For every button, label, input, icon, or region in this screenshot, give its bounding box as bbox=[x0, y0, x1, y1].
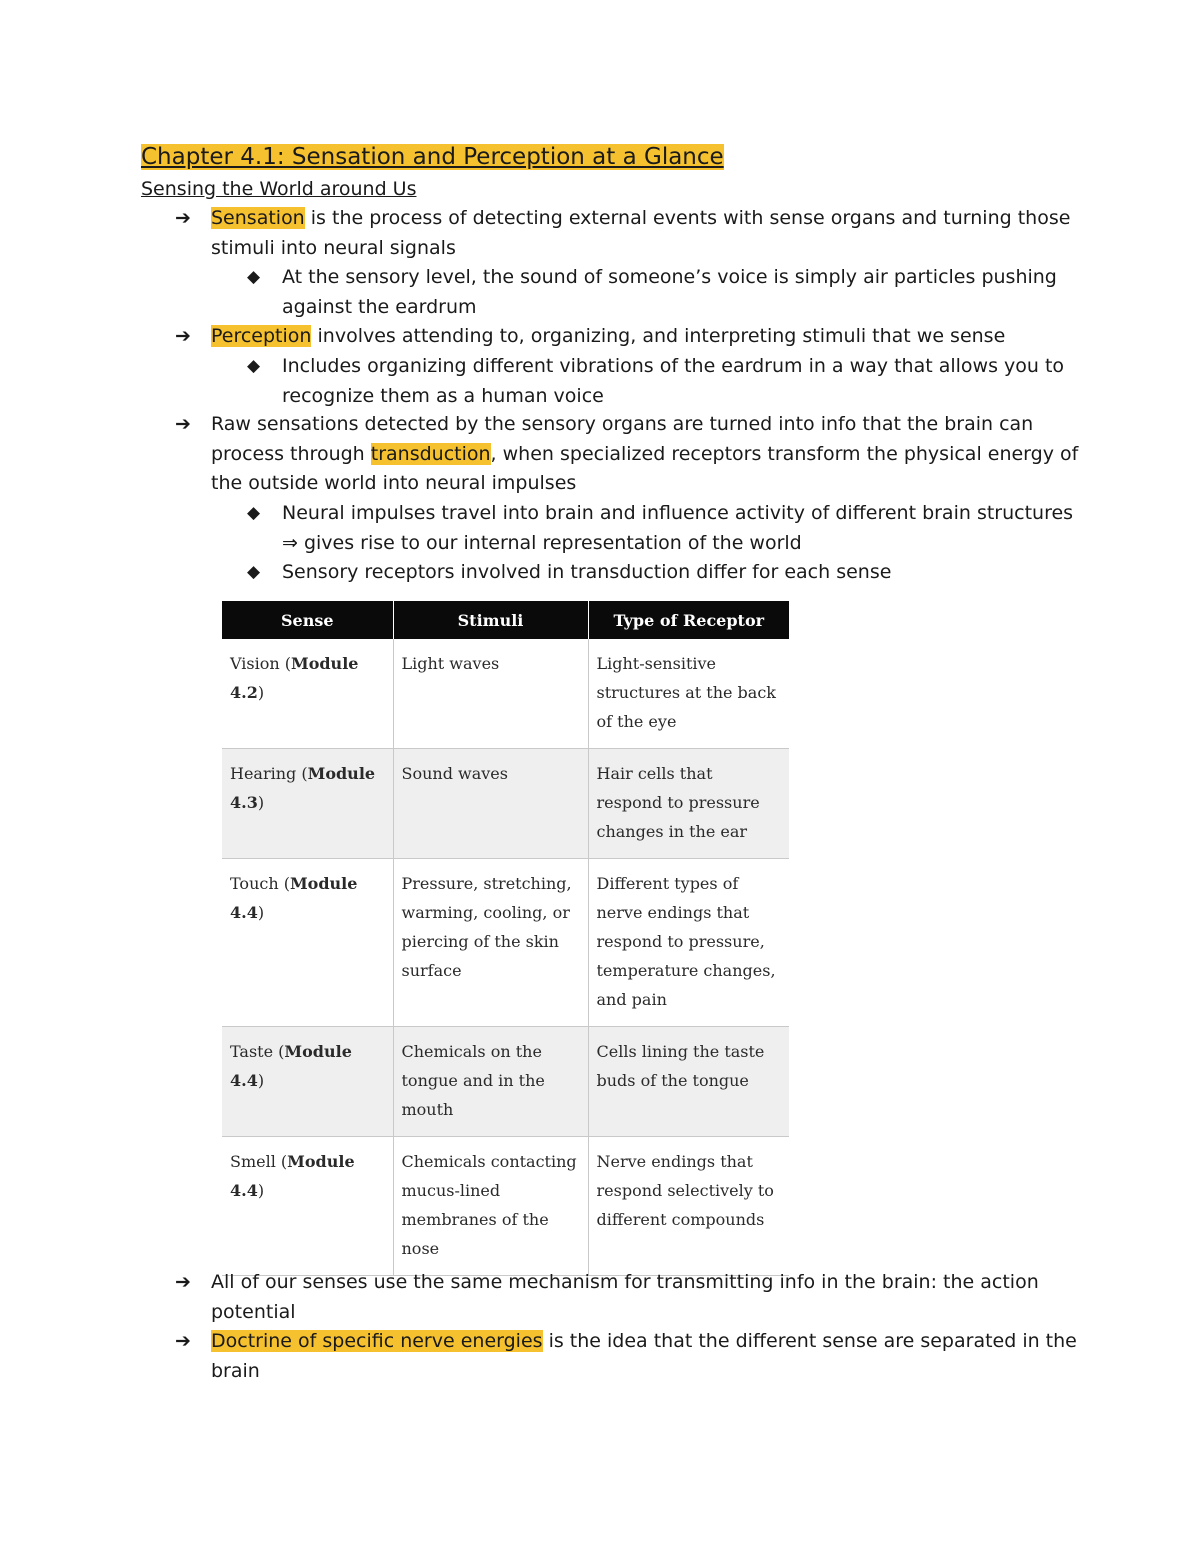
diamond-icon: ◆ bbox=[247, 562, 261, 582]
bullet-action-potential: All of our senses use the same mechanism for transmitting info in the brain: the action potential bbox=[211, 1271, 1039, 1323]
bullet-doctrine: Doctrine of specific nerve energies is the idea that the different sense are separated in the brain bbox=[211, 1330, 1077, 1382]
diamond-icon: ◆ bbox=[247, 267, 261, 287]
table-row bbox=[222, 749, 789, 859]
arrow-right-icon: ➔ bbox=[175, 325, 191, 347]
table-header-row bbox=[222, 601, 789, 639]
chapter-title: Chapter 4.1: Sensation and Perception at a Glance bbox=[141, 144, 724, 170]
sense-cell: Touch (Module 4.4) bbox=[222, 859, 393, 1027]
arrow-right-icon: ➔ bbox=[175, 1330, 191, 1352]
sense-cell: Hearing (Module 4.3) bbox=[222, 749, 393, 859]
table-row bbox=[222, 639, 789, 749]
sense-cell: Taste (Module 4.4) bbox=[222, 1027, 393, 1137]
stimuli-cell: Light waves bbox=[393, 639, 588, 749]
sense-cell: Smell (Module 4.4) bbox=[222, 1137, 393, 1276]
stimuli-cell: Pressure, stretching, warming, cooling, or piercing of the skin surface bbox=[393, 859, 588, 1027]
senses-table bbox=[222, 601, 789, 1276]
bullet-perception: Perception involves attending to, organizing, and interpreting stimuli that we sense bbox=[211, 325, 1006, 347]
receptor-cell: Different types of nerve endings that respond to pressure, temperature changes, and pain bbox=[588, 859, 789, 1027]
highlighted-term: transduction bbox=[370, 442, 491, 465]
arrow-right-icon: ➔ bbox=[175, 207, 191, 229]
highlighted-term: Perception bbox=[211, 325, 312, 347]
sub-bullet-receptors-differ: Sensory receptors involved in transduction differ for each sense bbox=[282, 561, 892, 583]
sense-cell: Vision (Module 4.2) bbox=[222, 639, 393, 749]
column-header-sense: Sense bbox=[222, 601, 393, 639]
section-subtitle: Sensing the World around Us bbox=[141, 178, 417, 200]
highlighted-term: Sensation bbox=[211, 207, 305, 229]
receptor-cell: Light-sensitive structures at the back of the eye bbox=[588, 639, 789, 749]
sub-bullet-sensory-level: At the sensory level, the sound of someone’s voice is simply air particles pushing against the eardrum bbox=[282, 266, 1057, 318]
receptor-cell: Hair cells that respond to pressure changes in the ear bbox=[588, 749, 789, 859]
column-header-receptor: Type of Receptor bbox=[588, 601, 789, 639]
stimuli-cell: Chemicals on the tongue and in the mouth bbox=[393, 1027, 588, 1137]
bullet-sensation: Sensation is the process of detecting external events with sense organs and turning those stimuli into neural signals bbox=[211, 207, 1071, 259]
column-header-stimuli: Stimuli bbox=[393, 601, 588, 639]
stimuli-cell: Chemicals contacting mucus-lined membranes of the nose bbox=[393, 1137, 588, 1276]
receptor-cell: Nerve endings that respond selectively to different compounds bbox=[588, 1137, 789, 1276]
table-row bbox=[222, 1137, 789, 1276]
sub-bullet-organizing: Includes organizing different vibrations of the eardrum in a way that allows you to recognize them as a human voice bbox=[282, 355, 1065, 407]
sub-bullet-neural-impulses: Neural impulses travel into brain and influence activity of different brain structures ⇒ gives rise to our internal representation of the world bbox=[282, 502, 1074, 554]
bullet-transduction: Raw sensations detected by the sensory organs are turned into info that the brain can process through transduction, when specialized receptors transform the physical energy of the outside world into neural impulses bbox=[211, 413, 1079, 494]
highlighted-term: Doctrine of specific nerve energies bbox=[211, 1330, 543, 1352]
arrow-right-icon: ➔ bbox=[175, 413, 191, 435]
table-row bbox=[222, 859, 789, 1027]
table-row bbox=[222, 1027, 789, 1137]
receptor-cell: Cells lining the taste buds of the tongue bbox=[588, 1027, 789, 1137]
stimuli-cell: Sound waves bbox=[393, 749, 588, 859]
diamond-icon: ◆ bbox=[247, 503, 261, 523]
arrow-right-icon: ➔ bbox=[175, 1271, 191, 1293]
diamond-icon: ◆ bbox=[247, 356, 261, 376]
